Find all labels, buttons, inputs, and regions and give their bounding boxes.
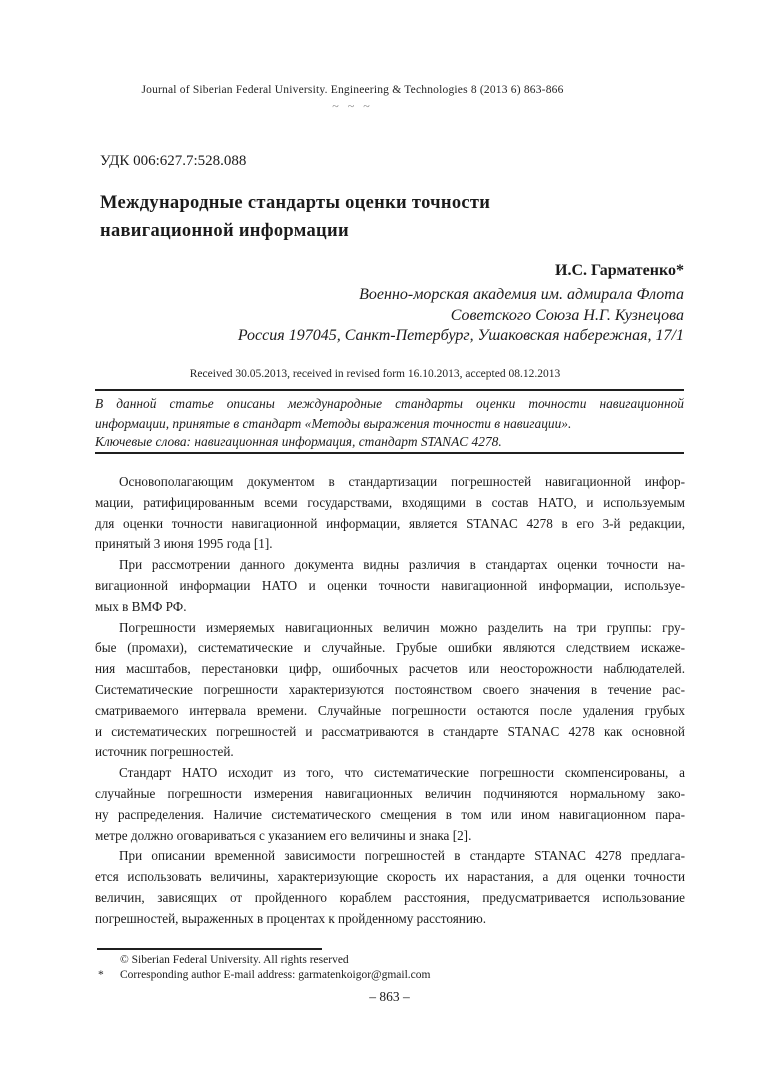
body-paragraph <box>95 618 685 764</box>
body-line: принятый 3 июня 1995 года [1]. <box>95 536 273 552</box>
received-dates: Received 30.05.2013, received in revised form 16.10.2013, accepted 08.12.2013 <box>189 368 561 380</box>
udc-code: УДК 006:627.7:528.088 <box>100 153 247 169</box>
body-line: ется использовать величины, характеризующие скорость их нарастания, а для оценки точности <box>95 869 685 885</box>
footnote-rule <box>97 948 322 950</box>
body-line: Систематические погрешности характеризуются постоянством своего значения в течение рас- <box>95 681 685 697</box>
keywords: Ключевые слова: навигационная информация, стандарт STANAC 4278. <box>95 434 502 449</box>
body-line: и систематических погрешностей и рассматриваются в стандарте STANAC 4278 как основной <box>95 723 685 739</box>
affiliation-line: Россия 197045, Санкт-Петербург, Ушаковская набережная, 17/1 <box>237 327 684 344</box>
body-line: для оценки точности навигационной информации, является STANAC 4278 в его 3-й редакции, <box>95 515 685 531</box>
footnote-text: Corresponding author E-mail address: garmatenkoigor@gmail.com <box>120 968 431 981</box>
abstract-rule-bottom <box>95 452 684 454</box>
body-line: бые (промахи), систематические и случайные. Грубые ошибки являются следствием искаже- <box>95 640 685 656</box>
body-line: При описании временной зависимости погрешностей в стандарте STANAC 4278 предлага- <box>119 848 685 864</box>
footnote-row <box>98 953 684 968</box>
footnote-marker: * <box>98 968 104 981</box>
article-title <box>100 190 685 245</box>
body-paragraph <box>95 472 685 555</box>
journal-header: Journal of Siberian Federal University. Engineering & Technologies 8 (2013 6) 863-866 <box>141 84 564 96</box>
abstract-line: информации, принятые в стандарт «Методы выражения точности в навигации». <box>95 415 572 431</box>
body-paragraph <box>95 555 685 617</box>
body-line: метре должно оговариваться с указанием его величины и знака [2]. <box>95 827 472 843</box>
tilde-separator: ~ ~ ~ <box>332 99 373 113</box>
body-line: погрешностей, выраженных в процентах к пройденному расстоянию. <box>95 910 487 926</box>
body-line: вигационной информации НАТО и оценки точности навигационной информации, используе- <box>95 577 685 593</box>
affiliation-line: Военно-морская академия им. адмирала Флота <box>359 286 684 303</box>
body-line: Погрешности измеряемых навигационных величин можно разделить на три группы: гру- <box>119 619 685 635</box>
footnotes <box>98 953 684 982</box>
footnote-marker <box>98 953 120 968</box>
page-number: – 863 – <box>369 989 410 1004</box>
body-line: мации, ратифицированным всеми государствами, входящими в состав НАТО, и используемым <box>95 494 685 510</box>
footnote-text: © Siberian Federal University. All rights reserved <box>120 954 349 966</box>
author-block <box>100 262 684 347</box>
body-line: Стандарт НАТО исходит из того, что систематические погрешности скомпенсированы, а <box>119 765 685 781</box>
body-line: сматриваемого интервала времени. Случайные погрешности остаются после удаления грубых <box>95 702 685 718</box>
affiliation <box>100 285 684 347</box>
article-title-line: навигационной информации <box>100 220 349 241</box>
author-name: И.С. Гарматенко* <box>555 262 684 279</box>
body-line: источник погрешностей. <box>95 744 234 760</box>
abstract <box>95 394 684 433</box>
body-line: При рассмотрении данного документа видны различия в стандартах оценки точности на- <box>119 557 685 573</box>
body-line: ния масштабов, перестановки цифр, ошибочных расчетов или неосторожности наблюдателей. <box>95 661 685 677</box>
body-line: ну распределения. Наличие систематического смещения в том или ином навигационном пара- <box>95 806 685 822</box>
body-line: Основополагающим документом в стандартизации погрешностей навигационной инфор- <box>119 474 685 489</box>
body-paragraph <box>95 763 685 846</box>
body-line: случайные погрешности измерения навигационных величин подчиняются нормальному зако- <box>95 785 685 801</box>
footnote-row <box>98 968 684 983</box>
abstract-line: В данной статье описаны международные стандарты оценки точности навигационной <box>95 396 684 411</box>
body-paragraph <box>95 846 685 929</box>
body-text <box>95 472 685 930</box>
abstract-rule-top <box>95 389 684 391</box>
article-title-line: Международные стандарты оценки точности <box>100 193 491 213</box>
affiliation-line: Советского Союза Н.Г. Кузнецова <box>450 306 684 324</box>
body-line: мых в ВМФ РФ. <box>95 598 187 614</box>
body-line: величин, зависящих от пройденного кораблем расстояния, предусматривается использование <box>95 889 685 905</box>
